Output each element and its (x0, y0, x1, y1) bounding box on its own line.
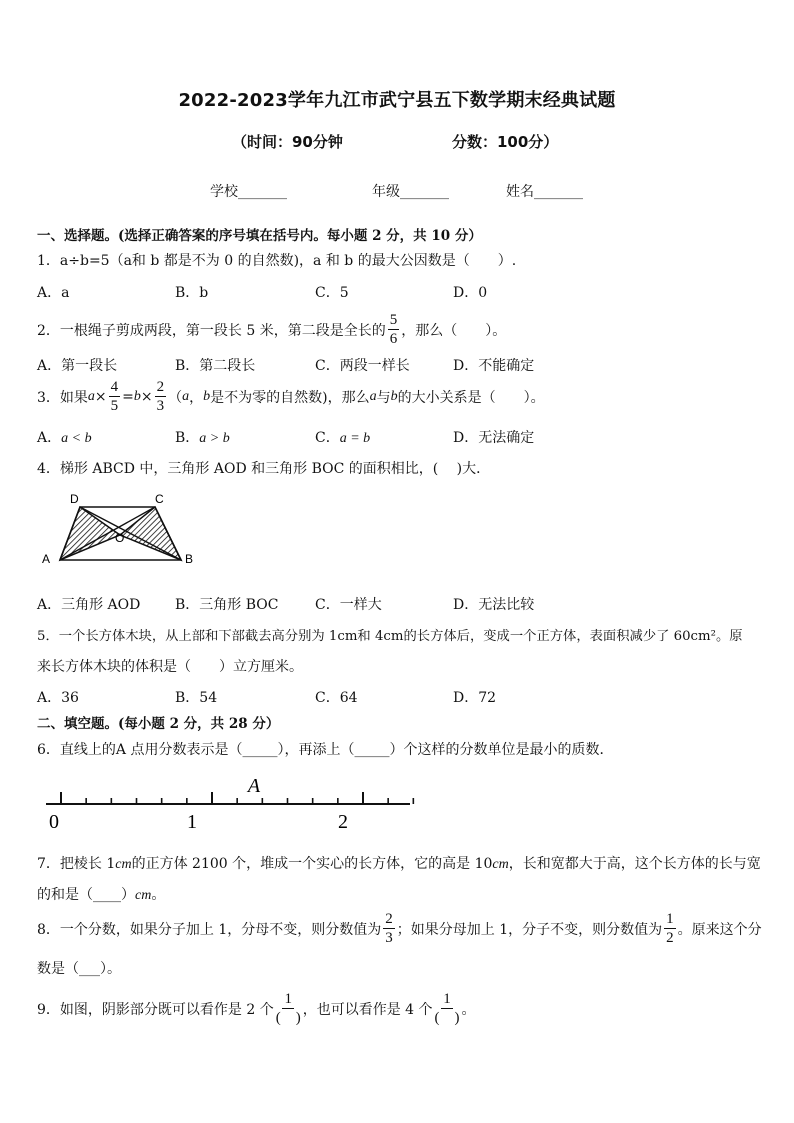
point-a-label: A (247, 775, 261, 797)
q2-pre: 2．一根绳子剪成两段，第一段长 5 米，第二段是全长的 (37, 323, 386, 339)
q2-option-b[interactable]: B．第二段长 (175, 358, 256, 374)
tick-label-0: 0 (49, 811, 59, 832)
q4-option-b[interactable]: B．三角形 BOC (175, 597, 279, 613)
q9-line (37, 992, 476, 1026)
q3-cond-b: b (203, 389, 211, 404)
grade-field[interactable]: 年级_______ (372, 184, 449, 200)
label-d: D (70, 492, 79, 506)
label-c: C (155, 492, 164, 506)
q3-option-a-math: a < b (61, 431, 92, 446)
page-title: 2022-2023学年九江市武宁县五下数学期末经典试题 (178, 90, 616, 111)
q3-equals: = (122, 389, 134, 405)
q3-option-b-label: B． (175, 430, 200, 446)
q2-denominator: 6 (389, 331, 398, 347)
q7-unit-3: cm (135, 888, 152, 903)
q4-option-c[interactable]: C．一样大 (315, 597, 382, 613)
q1-option-c[interactable]: C．5 (315, 285, 349, 301)
school-field[interactable]: 学校_______ (210, 184, 287, 200)
q3-fraction-2 (155, 380, 167, 414)
q5-option-c[interactable]: C．64 (315, 690, 358, 706)
label-o: O (115, 531, 125, 545)
q3-cond-comma: ， (189, 390, 204, 406)
q7-line2-pre: 的和是（____） (37, 887, 135, 903)
q3-option-a-label: A． (37, 430, 62, 446)
q3-question (37, 380, 545, 414)
q2-post: ，那么（ ）。 (401, 323, 507, 339)
q3-rel-b: b (390, 389, 398, 404)
q5-option-b[interactable]: B．54 (175, 690, 218, 706)
q9-numerator-2: 1 (443, 991, 451, 1007)
q3-denominator-2: 3 (156, 398, 165, 414)
q7-unit-1: cm (115, 857, 132, 872)
number-line (40, 770, 420, 832)
q7-line1-mid: 的正方体 2100 个，堆成一个实心的长方体，它的高是 10 (131, 856, 493, 872)
q1-option-a[interactable]: A．a (37, 285, 70, 301)
q3-option-d[interactable]: D．无法确定 (453, 430, 535, 446)
q9-post: 。 (461, 1002, 476, 1018)
q9-pre: 9．如图，阴影部分既可以看作是 2 个 (37, 1002, 274, 1018)
q3-times-2: × (140, 389, 153, 405)
q8-denominator-1: 3 (385, 930, 393, 946)
q9-denominator-2[interactable]: ( ) (434, 1010, 460, 1026)
number-line-ticks (61, 792, 413, 804)
q1-option-b[interactable]: B．b (175, 285, 209, 301)
q8-line2: 数是（___）。 (37, 961, 121, 977)
q4-text: 4．梯形 ABCD 中，三角形 AOD 和三角形 BOC 的面积相比，( )大． (37, 461, 491, 477)
q7-unit-2: cm (492, 857, 509, 872)
q5-line2: 来长方体木块的体积是（ ）立方厘米。 (37, 659, 303, 675)
q7-line1-post: ，长和宽都大于高，这个长方体的长与宽 (508, 856, 761, 872)
q2-question (37, 313, 506, 347)
q3-option-a[interactable] (37, 427, 92, 447)
q2-fraction (388, 313, 400, 347)
q7-line1 (37, 853, 761, 873)
q8-mid: ；如果分母加上 1，分子不变，则分数值为 (396, 922, 663, 938)
q8-post: 。原来这个分 (677, 922, 762, 938)
q2-option-c[interactable]: C．两段一样长 (315, 358, 410, 374)
q7-line2-post: 。 (151, 887, 166, 903)
q3-times-1: × (94, 389, 107, 405)
q8-denominator-2: 2 (666, 930, 674, 946)
tick-label-1: 1 (187, 811, 197, 832)
q9-fraction-1 (276, 992, 301, 1026)
exam-score: 分数：100分） (452, 133, 559, 151)
q3-fraction-1 (109, 380, 121, 414)
q3-numerator-1: 4 (110, 379, 119, 395)
q3-cond2: 是不为零的自然数)，那么 (210, 390, 370, 406)
section2-heading: 二、填空题。(每小题 2 分，共 28 分） (37, 716, 280, 732)
q9-denominator-1[interactable]: ( ) (275, 1010, 301, 1026)
q3-mid: （ (168, 390, 183, 406)
label-b: B (185, 552, 194, 566)
q3-post: 的大小关系是（ ）。 (397, 390, 545, 406)
q4-option-d[interactable]: D．无法比较 (453, 597, 535, 613)
name-field[interactable]: 姓名_______ (506, 184, 583, 200)
triangle-aod (60, 507, 120, 560)
q8-numerator-1: 2 (385, 911, 393, 927)
exam-time: （时间：90分钟 (232, 133, 343, 151)
q3-option-b[interactable] (175, 427, 230, 447)
q7-line2 (37, 884, 165, 904)
q3-pre: 3．如果 (37, 390, 88, 406)
q8-fraction-1 (383, 912, 395, 946)
q5-option-a[interactable]: A．36 (37, 690, 79, 706)
q2-option-a[interactable]: A．第一段长 (37, 358, 118, 374)
section1-heading: 一、选择题。(选择正确答案的序号填在括号内。每小题 2 分，共 10 分） (37, 228, 482, 244)
q9-mid: ，也可以看作是 4 个 (302, 1002, 433, 1018)
q1-text: 1．a÷b=5（a和 b 都是不为 0 的自然数)，a 和 b 的最大公因数是（ ）. (37, 253, 517, 269)
q3-cond-a: a (182, 389, 190, 404)
q9-numerator-1: 1 (284, 991, 292, 1007)
q8-fraction-2 (664, 912, 676, 946)
q4-option-a[interactable]: A．三角形 AOD (37, 597, 141, 613)
q3-rel-a: a (369, 389, 377, 404)
q8-pre: 8．一个分数，如果分子加上 1，分母不变，则分数值为 (37, 922, 382, 938)
q3-option-c-math: a = b (339, 431, 371, 446)
tick-label-2: 2 (338, 811, 348, 832)
trapezoid-figure (38, 490, 208, 570)
q3-option-c-label: C． (315, 430, 340, 446)
q7-line1-pre: 7．把棱长 1 (37, 856, 116, 872)
q2-numerator: 5 (389, 312, 398, 328)
q5-line1: 5．一个长方体木块，从上部和下部截去高分别为 1cm和 4cm的长方体后，变成一个正方体，表面积减少了 60cm²。原 (37, 629, 743, 644)
q8-line1 (37, 912, 762, 946)
q3-option-c[interactable] (315, 427, 370, 447)
q9-fraction-2 (435, 992, 460, 1026)
label-a: A (42, 552, 51, 566)
q8-numerator-2: 1 (666, 911, 674, 927)
q3-rel: 与 (376, 390, 391, 406)
q5-option-d[interactable]: D．72 (453, 690, 497, 706)
q6-text: 6．直线上的A 点用分数表示是（_____），再添上（_____）个这样的分数单位是最小的质数． (37, 742, 614, 758)
q1-option-d[interactable]: D．0 (453, 285, 488, 301)
q3-var-b: b (133, 389, 141, 404)
q3-var-a: a (87, 389, 95, 404)
q3-numerator-2: 2 (156, 379, 165, 395)
q2-option-d[interactable]: D．不能确定 (453, 358, 535, 374)
q3-option-b-math: a > b (199, 431, 230, 446)
q3-denominator-1: 5 (110, 398, 119, 414)
